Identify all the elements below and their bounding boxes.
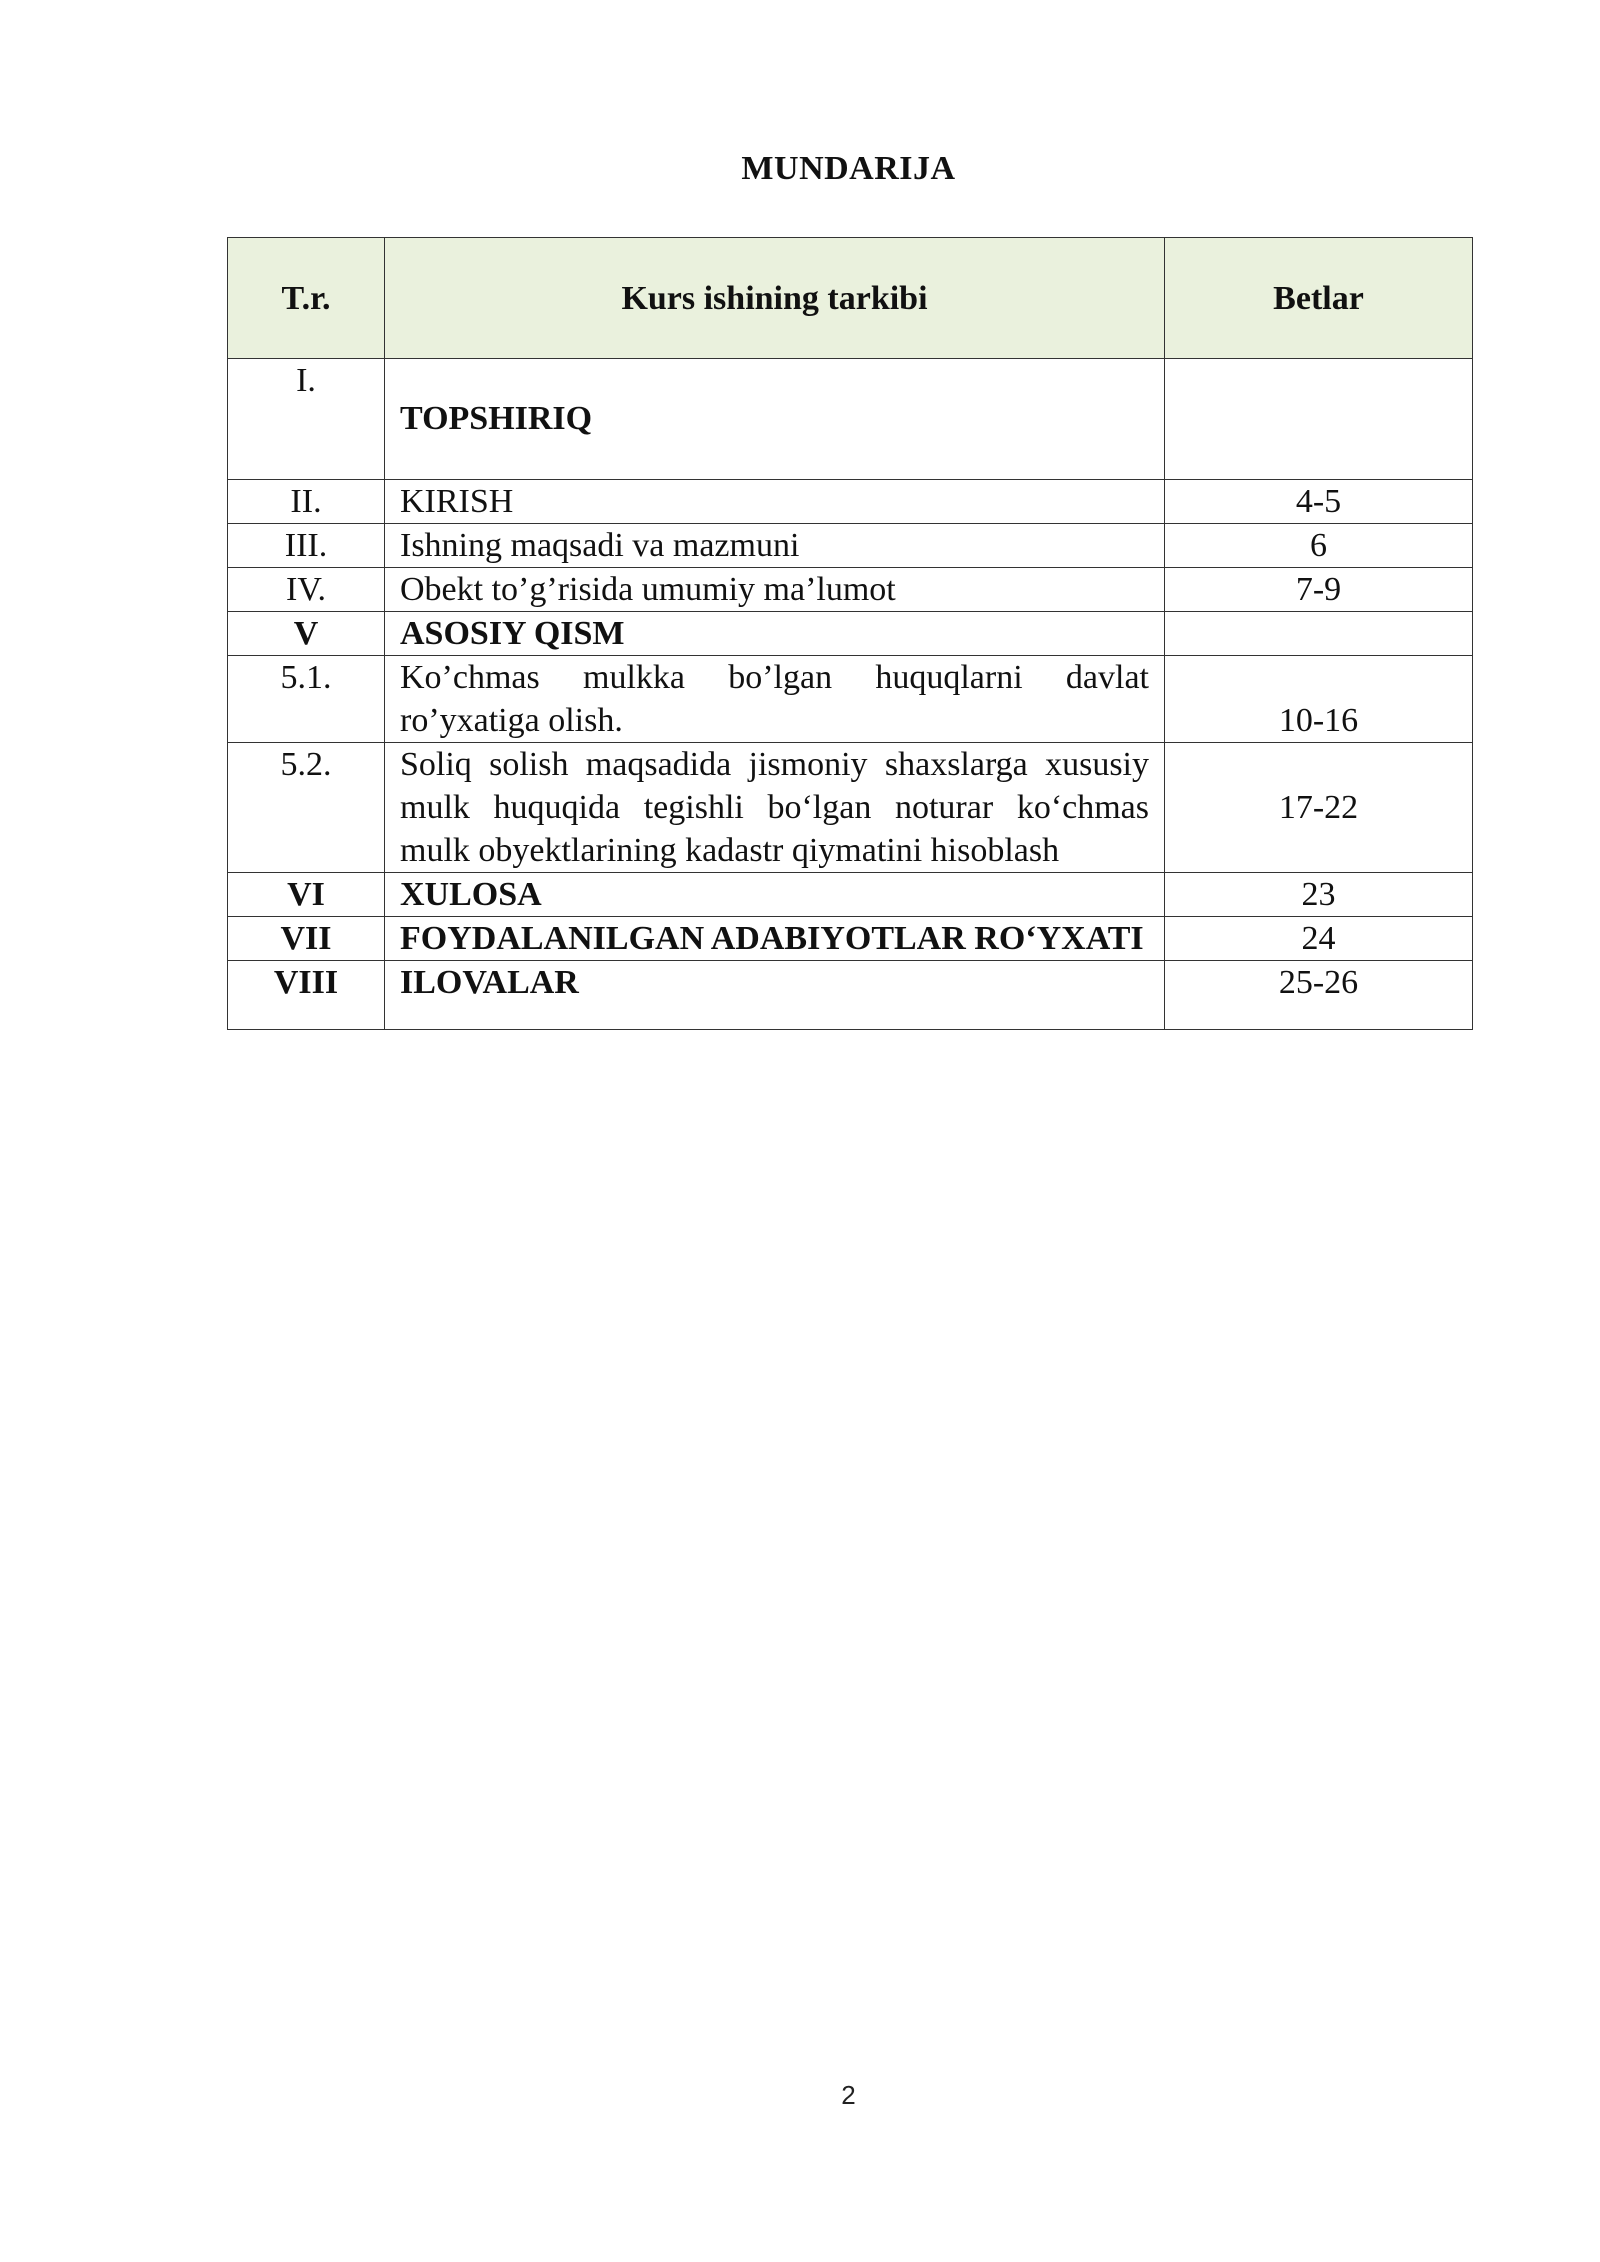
row-pages — [1165, 359, 1473, 480]
row-text: ASOSIY QISM — [385, 612, 1165, 656]
row-number: VII — [228, 917, 385, 961]
row-text: ILOVALAR — [385, 961, 1165, 1030]
row-pages: 23 — [1165, 873, 1473, 917]
row-text: Ko’chmas mulkka bo’lgan huquqlarni davlat ro’yxatiga olish. — [385, 656, 1165, 743]
table-row — [228, 568, 1473, 612]
row-number: 5.2. — [228, 743, 385, 873]
table-row — [228, 480, 1473, 524]
header-pages: Betlar — [1165, 238, 1473, 359]
row-text: TOPSHIRIQ — [400, 400, 593, 437]
table-row — [228, 524, 1473, 568]
table-row — [228, 917, 1473, 961]
page-number: 2 — [841, 2080, 856, 2110]
row-number: I. — [228, 359, 385, 480]
row-pages: 24 — [1165, 917, 1473, 961]
row-number: II. — [228, 480, 385, 524]
row-number: IV. — [228, 568, 385, 612]
table-row — [228, 743, 1473, 873]
row-number: III. — [228, 524, 385, 568]
row-pages: 6 — [1165, 524, 1473, 568]
row-pages: 4-5 — [1165, 480, 1473, 524]
row-text: Obekt to’g’risida umumiy ma’lumot — [385, 568, 1165, 612]
table-row — [228, 359, 1473, 480]
row-number: VIII — [228, 961, 385, 1030]
header-content: Kurs ishining tarkibi — [385, 238, 1165, 359]
table-row — [228, 873, 1473, 917]
table-row — [228, 612, 1473, 656]
row-text-cell — [385, 359, 1165, 480]
row-pages — [1165, 612, 1473, 656]
table-header-row — [228, 238, 1473, 359]
row-number: VI — [228, 873, 385, 917]
row-pages: 25-26 — [1165, 961, 1473, 1030]
table-of-contents — [227, 237, 1473, 1030]
row-pages: 17-22 — [1165, 743, 1473, 873]
row-pages: 10-16 — [1165, 656, 1473, 743]
table-row — [228, 961, 1473, 1030]
row-text: Soliq solish maqsadida jismoniy shaxslarga xususiy mulk huquqida tegishli bo‘lgan noturar ko‘chmas mulk obyektlarining kadastr qiymatini hisoblash — [385, 743, 1165, 873]
row-pages: 7-9 — [1165, 568, 1473, 612]
row-text: KIRISH — [385, 480, 1165, 524]
row-text: Ishning maqsadi va mazmuni — [385, 524, 1165, 568]
row-number: V — [228, 612, 385, 656]
row-text: FOYDALANILGAN ADABIYOTLAR RO‘YXATI — [385, 917, 1165, 961]
row-number: 5.1. — [228, 656, 385, 743]
table-row — [228, 656, 1473, 743]
header-number: T.r. — [228, 238, 385, 359]
row-text: XULOSA — [385, 873, 1165, 917]
page-title: MUNDARIJA — [741, 150, 956, 187]
